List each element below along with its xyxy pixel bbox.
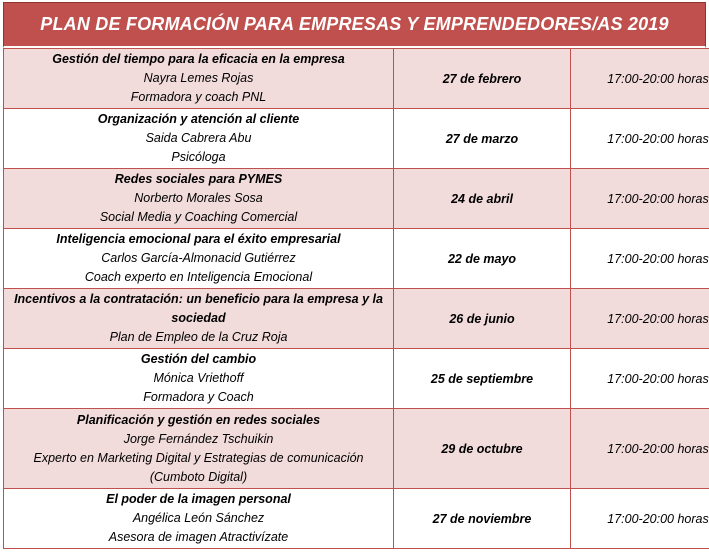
session-role: Social Media y Coaching Comercial [99,210,298,224]
session-speaker: Norberto Morales Sosa [134,191,263,205]
session-date: 27 de marzo [394,109,571,169]
session-role: Plan de Empleo de la Cruz Roja [109,330,288,344]
session-topic: El poder de la imagen personal [106,492,291,506]
table-row [4,169,709,229]
session-info-cell [4,289,394,349]
session-date: 25 de septiembre [394,349,571,409]
session-topic: Organización y atención al cliente [97,112,300,126]
session-role: Experto en Marketing Digital y Estrategias de comunicación (Cumboto Digital) [33,450,364,484]
session-time: 17:00-20:00 horas [571,489,709,549]
session-date: 27 de noviembre [394,489,571,549]
session-role: Coach experto en Inteligencia Emocional [84,270,313,284]
session-topic: Incentivos a la contratación: un beneficio para la empresa y la sociedad [14,292,383,325]
table-row [4,109,709,169]
table-row [4,489,709,549]
session-info-cell [4,409,394,489]
session-info-cell [4,349,394,409]
session-speaker: Carlos García-Almonacid Gutiérrez [101,251,296,265]
session-speaker: Jorge Fernández Tschuikin [123,431,274,446]
session-time: 17:00-20:00 horas [571,289,709,349]
table-row [4,409,709,489]
session-info-cell [4,109,394,169]
session-role: Psicóloga [171,150,226,164]
session-info-cell [4,49,394,109]
session-topic: Gestión del tiempo para la eficacia en la empresa [52,52,345,66]
session-speaker: Nayra Lemes Rojas [143,71,254,85]
table-row [4,289,709,349]
session-role: Formadora y Coach [143,390,254,404]
session-role: Asesora de imagen Atractivízate [108,530,289,544]
session-date: 29 de octubre [394,409,571,489]
session-speaker: Angélica León Sánchez [132,511,265,525]
session-time: 17:00-20:00 horas [571,229,709,289]
session-topic: Planificación y gestión en redes sociales [76,412,321,427]
session-date: 24 de abril [394,169,571,229]
session-info-cell [4,169,394,229]
session-time: 17:00-20:00 horas [571,169,709,229]
session-time: 17:00-20:00 horas [571,109,709,169]
session-time: 17:00-20:00 horas [571,409,709,489]
session-date: 22 de mayo [394,229,571,289]
session-topic: Redes sociales para PYMES [114,172,283,186]
session-topic: Gestión del cambio [140,352,257,366]
session-speaker: Mónica Vriethoff [153,371,244,385]
table-row [4,49,709,109]
session-date: 27 de febrero [394,49,571,109]
table-row [4,349,709,409]
sessions-table [3,48,709,549]
session-time: 17:00-20:00 horas [571,349,709,409]
table-row [4,229,709,289]
plan-title: PLAN DE FORMACIÓN PARA EMPRESAS Y EMPRENDEDORES/AS 2019 [3,2,706,48]
session-topic: Inteligencia emocional para el éxito empresarial [56,232,341,246]
session-info-cell [4,229,394,289]
session-role: Formadora y coach PNL [130,90,267,104]
session-time: 17:00-20:00 horas [571,49,709,109]
session-speaker: Saida Cabrera Abu [145,131,252,145]
session-date: 26 de junio [394,289,571,349]
session-info-cell [4,489,394,549]
